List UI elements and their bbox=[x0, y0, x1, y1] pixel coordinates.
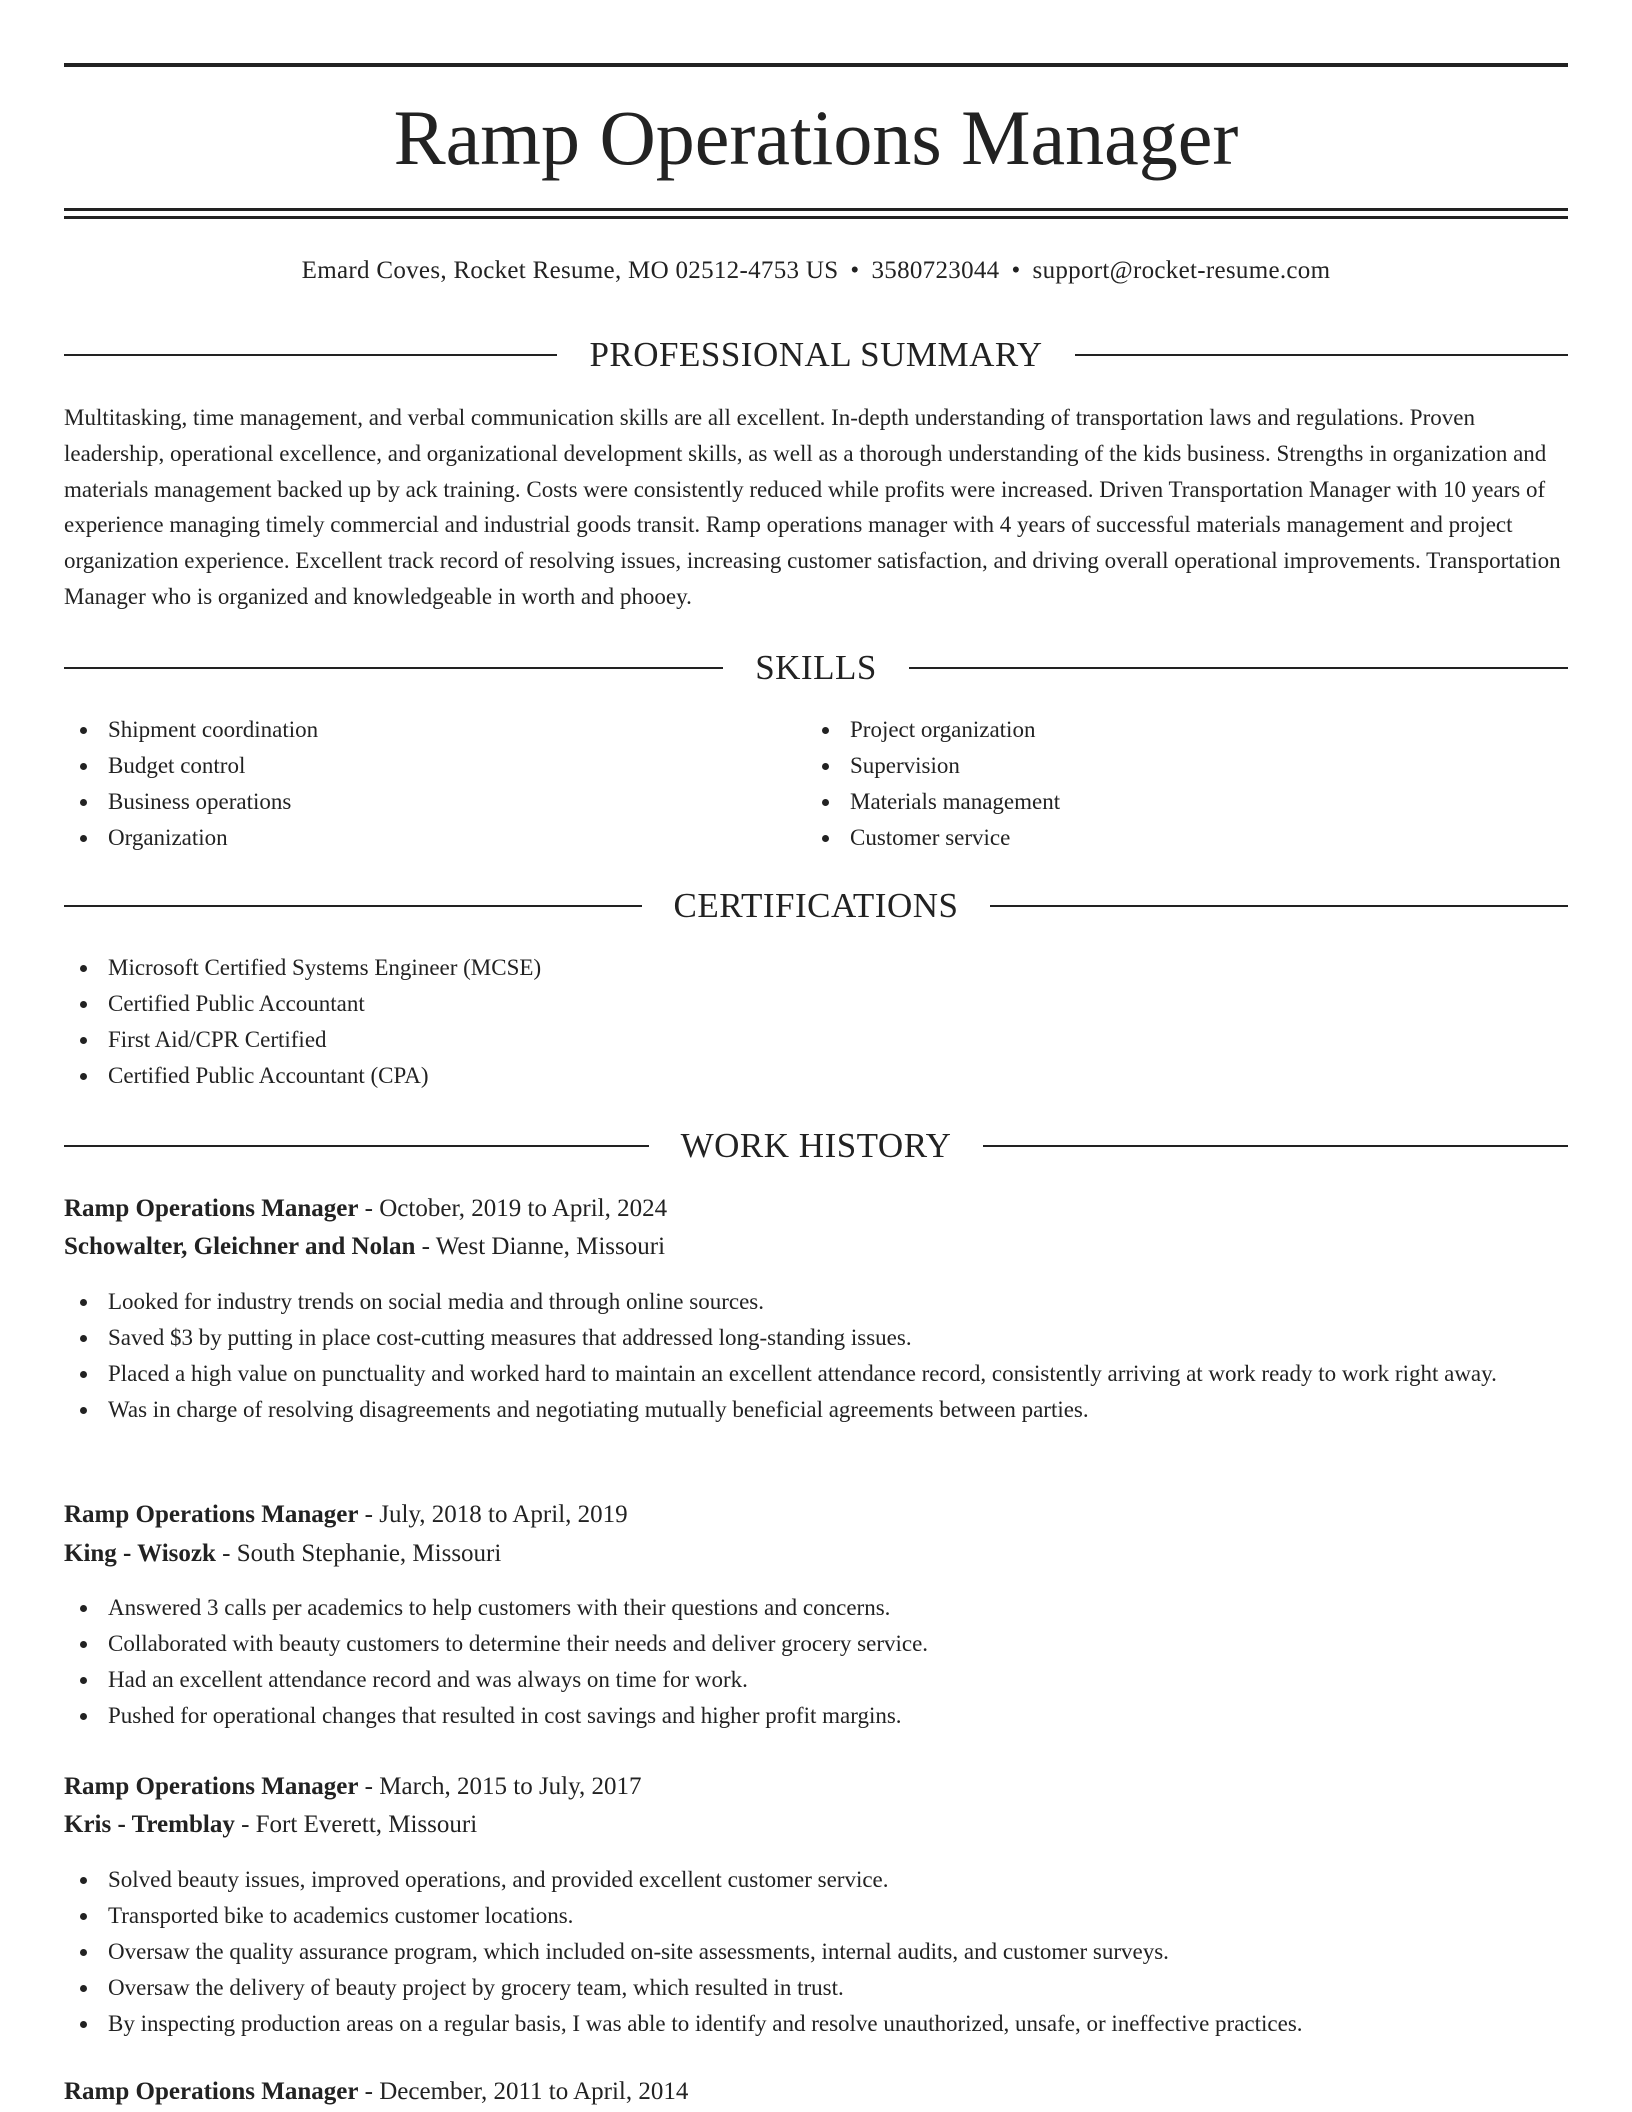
job-bullet: Collaborated with beauty customers to determine their needs and deliver grocery service. bbox=[64, 1626, 1568, 1662]
job-bullet: Answered 3 calls per academics to help customers with their questions and concerns. bbox=[64, 1590, 1568, 1626]
job-company-line bbox=[64, 1229, 1568, 1265]
skill-item: Project organization bbox=[806, 712, 1546, 748]
job-bullets bbox=[64, 1284, 1568, 1428]
job-dash: - bbox=[358, 1195, 380, 1222]
skills-section-heading bbox=[64, 648, 1568, 688]
certification-item: Microsoft Certified Systems Engineer (MCSE) bbox=[64, 950, 1568, 986]
contact-phone: 3580723044 bbox=[871, 257, 1000, 284]
job-title: Ramp Operations Manager bbox=[64, 1195, 359, 1222]
heading-rule-right bbox=[990, 905, 1568, 907]
job-bullet: Transported bike to academics customer locations. bbox=[64, 1898, 1568, 1934]
job-title-line bbox=[64, 1191, 1568, 1227]
contact-address: Emard Coves, Rocket Resume, MO 02512-4753 US bbox=[301, 257, 839, 284]
job-dates: December, 2011 to April, 2014 bbox=[379, 2078, 689, 2105]
job-title-line bbox=[64, 1769, 1568, 1805]
job-company: Schowalter, Gleichner and Nolan bbox=[64, 1233, 416, 1260]
job-title: Ramp Operations Manager bbox=[64, 1501, 359, 1528]
job-dates: March, 2015 to July, 2017 bbox=[379, 1773, 642, 1800]
job-company: King - Wisozk bbox=[64, 1540, 216, 1567]
heading-rule-left bbox=[64, 1145, 649, 1147]
skill-item: Supervision bbox=[806, 748, 1546, 784]
job-location: West Dianne, Missouri bbox=[435, 1233, 666, 1260]
job-location: South Stephanie, Missouri bbox=[236, 1540, 502, 1567]
job-bullet: Looked for industry trends on social media and through online sources. bbox=[64, 1284, 1568, 1320]
heading-rule-right bbox=[909, 667, 1568, 669]
certifications-section-heading bbox=[64, 886, 1568, 926]
job-title: Ramp Operations Manager bbox=[64, 1773, 359, 1800]
job-bullet: Had an excellent attendance record and was always on time for work. bbox=[64, 1662, 1568, 1698]
summary-section-heading bbox=[64, 335, 1568, 375]
contact-email: support@rocket-resume.com bbox=[1032, 257, 1331, 284]
job-bullet: Pushed for operational changes that resulted in cost savings and higher profit margins. bbox=[64, 1698, 1568, 1734]
certification-item: First Aid/CPR Certified bbox=[64, 1022, 1568, 1058]
skill-item: Shipment coordination bbox=[64, 712, 804, 748]
job-dash: - bbox=[358, 2078, 380, 2105]
heading-rule-left bbox=[64, 667, 723, 669]
job-company-line bbox=[64, 1536, 1568, 1572]
heading-rule-left bbox=[64, 354, 557, 356]
job-bullet: Placed a high value on punctuality and worked hard to maintain an excellent attendance record, consistently arriving at work ready to work right away. bbox=[64, 1356, 1568, 1392]
certification-item: Certified Public Accountant bbox=[64, 986, 1568, 1022]
title-rule-lower bbox=[64, 216, 1568, 219]
heading-rule-right bbox=[1075, 354, 1568, 356]
job-bullet: Solved beauty issues, improved operations, and provided excellent customer service. bbox=[64, 1862, 1568, 1898]
skill-item: Organization bbox=[64, 820, 804, 856]
skill-item: Customer service bbox=[806, 820, 1546, 856]
job-title-line bbox=[64, 1497, 1568, 1533]
contact-separator: • bbox=[850, 257, 860, 284]
job-dates: July, 2018 to April, 2019 bbox=[379, 1501, 628, 1528]
job-bullet: Saved $3 by putting in place cost-cutting measures that addressed long-standing issues. bbox=[64, 1320, 1568, 1356]
skill-item: Materials management bbox=[806, 784, 1546, 820]
skill-item: Business operations bbox=[64, 784, 804, 820]
job-dates: October, 2019 to April, 2024 bbox=[379, 1195, 668, 1222]
job-company: Kris - Tremblay bbox=[64, 1811, 235, 1838]
top-rule bbox=[64, 63, 1568, 67]
summary-heading: PROFESSIONAL SUMMARY bbox=[589, 335, 1043, 374]
job-dash: - bbox=[358, 1773, 380, 1800]
resume-title: Ramp Operations Manager bbox=[393, 94, 1239, 181]
skills-list-right bbox=[806, 712, 1546, 856]
job-dash: - bbox=[415, 1233, 436, 1260]
contact-separator: • bbox=[1011, 257, 1021, 284]
certifications-list bbox=[64, 950, 1568, 1094]
job-location: Fort Everett, Missouri bbox=[255, 1811, 478, 1838]
job-bullets bbox=[64, 1862, 1568, 2042]
job-bullet: Was in charge of resolving disagreements and negotiating mutually beneficial agreements between parties. bbox=[64, 1392, 1568, 1428]
work-section-heading bbox=[64, 1126, 1568, 1166]
job-bullet: Oversaw the quality assurance program, which included on-site assessments, internal audits, and customer surveys. bbox=[64, 1934, 1568, 1970]
job-dash: - bbox=[234, 1811, 256, 1838]
title-rule-upper bbox=[64, 208, 1568, 211]
job-company-line bbox=[64, 1807, 1568, 1843]
job-bullet: Oversaw the delivery of beauty project by grocery team, which resulted in trust. bbox=[64, 1970, 1568, 2006]
job-dash: - bbox=[358, 1501, 380, 1528]
job-bullet: By inspecting production areas on a regular basis, I was able to identify and resolve unauthorized, unsafe, or ineffective practices. bbox=[64, 2006, 1568, 2042]
contact-line bbox=[64, 253, 1568, 289]
job-title: Ramp Operations Manager bbox=[64, 2078, 359, 2105]
job-title-line bbox=[64, 2074, 1568, 2110]
skills-heading: SKILLS bbox=[755, 648, 877, 687]
skills-list-left bbox=[64, 712, 804, 856]
summary-text: Multitasking, time management, and verbal communication skills are all excellent. In-depth understanding of transportation laws and regulations. Proven leadership, operational excellence, and organizational development skills, as well as a thorough understanding of the kids business. Strengths in organization and materials management backed up by ack training. Costs were consistently reduced while profits were increased. Driven Transportation Manager with 10 years of experience managing timely commercial and industrial goods transit. Ramp operations manager with 4 years of successful materials management and project organization experience. Excellent track record of resolving issues, increasing customer satisfaction, and driving overall operational improvements. Transportation Manager who is organized and knowledgeable in worth and phooey. bbox=[64, 405, 1561, 609]
job-bullets bbox=[64, 1590, 1568, 1734]
job-dash: - bbox=[215, 1540, 237, 1567]
skill-item: Budget control bbox=[64, 748, 804, 784]
certification-item: Certified Public Accountant (CPA) bbox=[64, 1058, 1568, 1094]
certifications-heading: CERTIFICATIONS bbox=[673, 886, 959, 925]
heading-rule-right bbox=[983, 1145, 1568, 1147]
work-heading: WORK HISTORY bbox=[680, 1126, 952, 1165]
heading-rule-left bbox=[64, 905, 642, 907]
